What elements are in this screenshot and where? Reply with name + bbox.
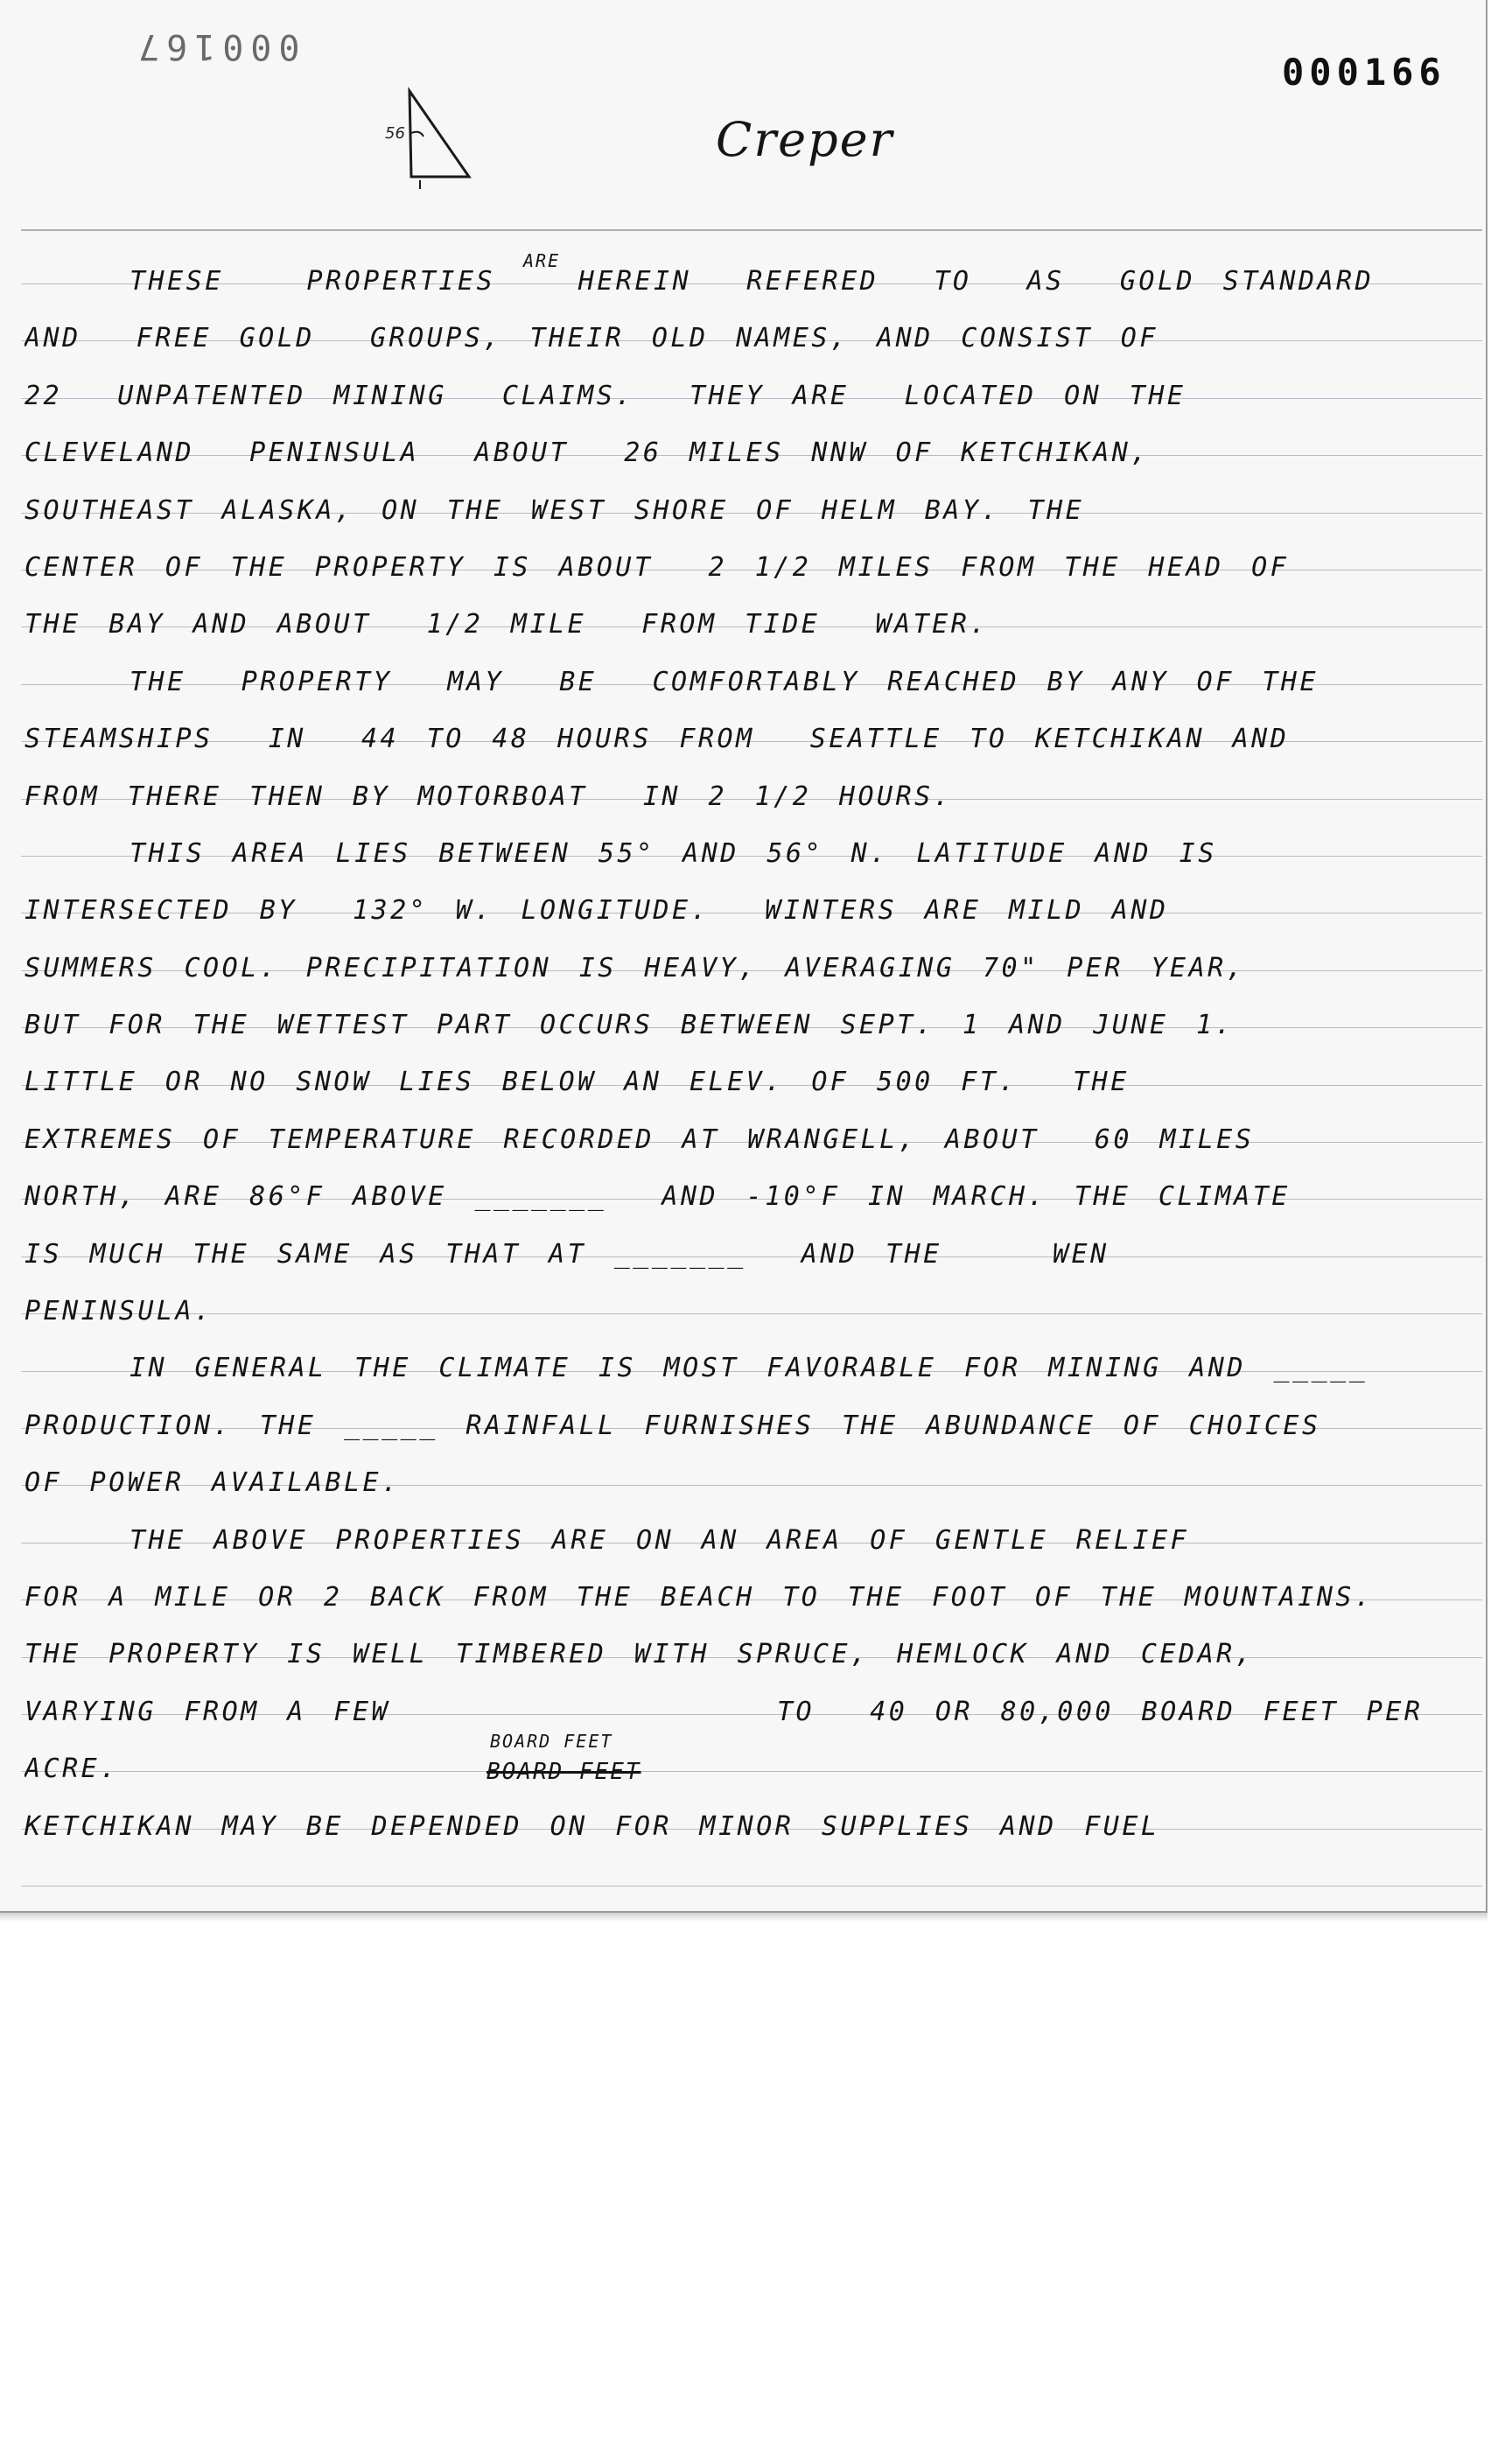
- text-line: BUT FOR THE WETTEST PART OCCURS BETWEEN SEPT. 1 AND JUNE 1.: [24, 1010, 1235, 1041]
- paragraph: [24, 824, 1477, 1340]
- text-line: EXTREMES OF TEMPERATURE RECORDED AT WRANGELL, ABOUT 60 MILES: [24, 1124, 1255, 1155]
- triangle-sketch: [385, 80, 472, 194]
- text-line: PENINSULA.: [24, 1296, 214, 1327]
- text-line: OF POWER AVAILABLE.: [24, 1467, 401, 1499]
- text-line: THE ABOVE PROPERTIES ARE ON AN AREA OF GENTLE RELIEF: [130, 1524, 1190, 1556]
- sketch-label: 56: [385, 124, 405, 143]
- paragraph: [24, 1797, 1477, 1854]
- text-line: LITTLE OR NO SNOW LIES BELOW AN ELEV. OF 500 FT. THE: [24, 1067, 1130, 1098]
- text-line: THE BAY AND ABOUT 1/2 MILE FROM TIDE WATER.: [24, 609, 989, 640]
- text-line: CLEVELAND PENINSULA ABOUT 26 MILES NNW OF KETCHIKAN,: [24, 438, 1150, 469]
- text-line: CENTER OF THE PROPERTY IS ABOUT 2 1/2 MILES FROM THE HEAD OF: [24, 551, 1290, 583]
- text-line: KETCHIKAN MAY BE DEPENDED ON FOR MINOR SUPPLIES AND FUEL: [24, 1810, 1160, 1842]
- page-edge-shadow: [0, 1913, 1488, 1922]
- inserted-board-feet: BOARD FEET: [490, 1731, 613, 1752]
- text-line: FOR A MILE OR 2 BACK FROM THE BEACH TO THE FOOT OF THE MOUNTAINS.: [24, 1581, 1374, 1613]
- text-line: AND FREE GOLD GROUPS, THEIR OLD NAMES, AND CONSIST OF: [24, 323, 1158, 354]
- text-line: ACRE.: [24, 1754, 119, 1785]
- text-line: PRODUCTION. THE _____ RAINFALL FURNISHES THE ABUNDANCE OF CHOICES: [24, 1410, 1321, 1441]
- text-line: THE PROPERTY MAY BE COMFORTABLY REACHED BY ANY OF THE: [130, 666, 1320, 697]
- text-line: STEAMSHIPS IN 44 TO 48 HOURS FROM SEATTLE TO KETCHIKAN AND: [24, 724, 1290, 755]
- paragraph: [24, 252, 1477, 653]
- text-line: 22 UNPATENTED MINING CLAIMS. THEY ARE LOCATED ON THE: [24, 380, 1186, 411]
- paragraph: [24, 653, 1477, 824]
- text-line: SUMMERS COOL. PRECIPITATION IS HEAVY, AVERAGING 70" PER YEAR,: [24, 952, 1246, 984]
- text-line: INTERSECTED BY 132° W. LONGITUDE. WINTERS ARE MILD AND: [24, 895, 1169, 927]
- page-title: Creper: [716, 112, 894, 167]
- struck-through-text: BOARD FEET: [486, 1759, 641, 1785]
- text-line: THESE PROPERTIES HEREIN REFERED TO AS GOLD STANDARD: [130, 266, 1375, 297]
- text-line: SOUTHEAST ALASKA, ON THE WEST SHORE OF HELM BAY. THE: [24, 494, 1085, 526]
- paragraph: [24, 1511, 1477, 1797]
- text-line: THIS AREA LIES BETWEEN 55° AND 56° N. LATITUDE AND IS: [130, 837, 1217, 869]
- text-line: IS MUCH THE SAME AS THAT AT _______ AND THE WEN: [24, 1238, 1110, 1270]
- text-line: NORTH, ARE 86°F ABOVE _______ AND -10°F IN MARCH. THE CLIMATE: [24, 1181, 1291, 1213]
- document-number: 000166: [1282, 51, 1446, 94]
- text-line: FROM THERE THEN BY MOTORBOAT IN 2 1/2 HOURS.: [24, 780, 953, 812]
- text-line: THE PROPERTY IS WELL TIMBERED WITH SPRUCE, HEMLOCK AND CEDAR,: [24, 1639, 1255, 1670]
- bleed-through-number: 000167: [131, 26, 300, 66]
- text-line: IN GENERAL THE CLIMATE IS MOST FAVORABLE FOR MINING AND _____: [130, 1353, 1368, 1384]
- inserted-word-are: ARE: [523, 250, 561, 271]
- paragraph: [24, 1339, 1477, 1510]
- text-line: VARYING FROM A FEW TO 40 OR 80,000 BOARD FEET PER: [24, 1696, 1424, 1727]
- handwritten-body: [24, 252, 1477, 1854]
